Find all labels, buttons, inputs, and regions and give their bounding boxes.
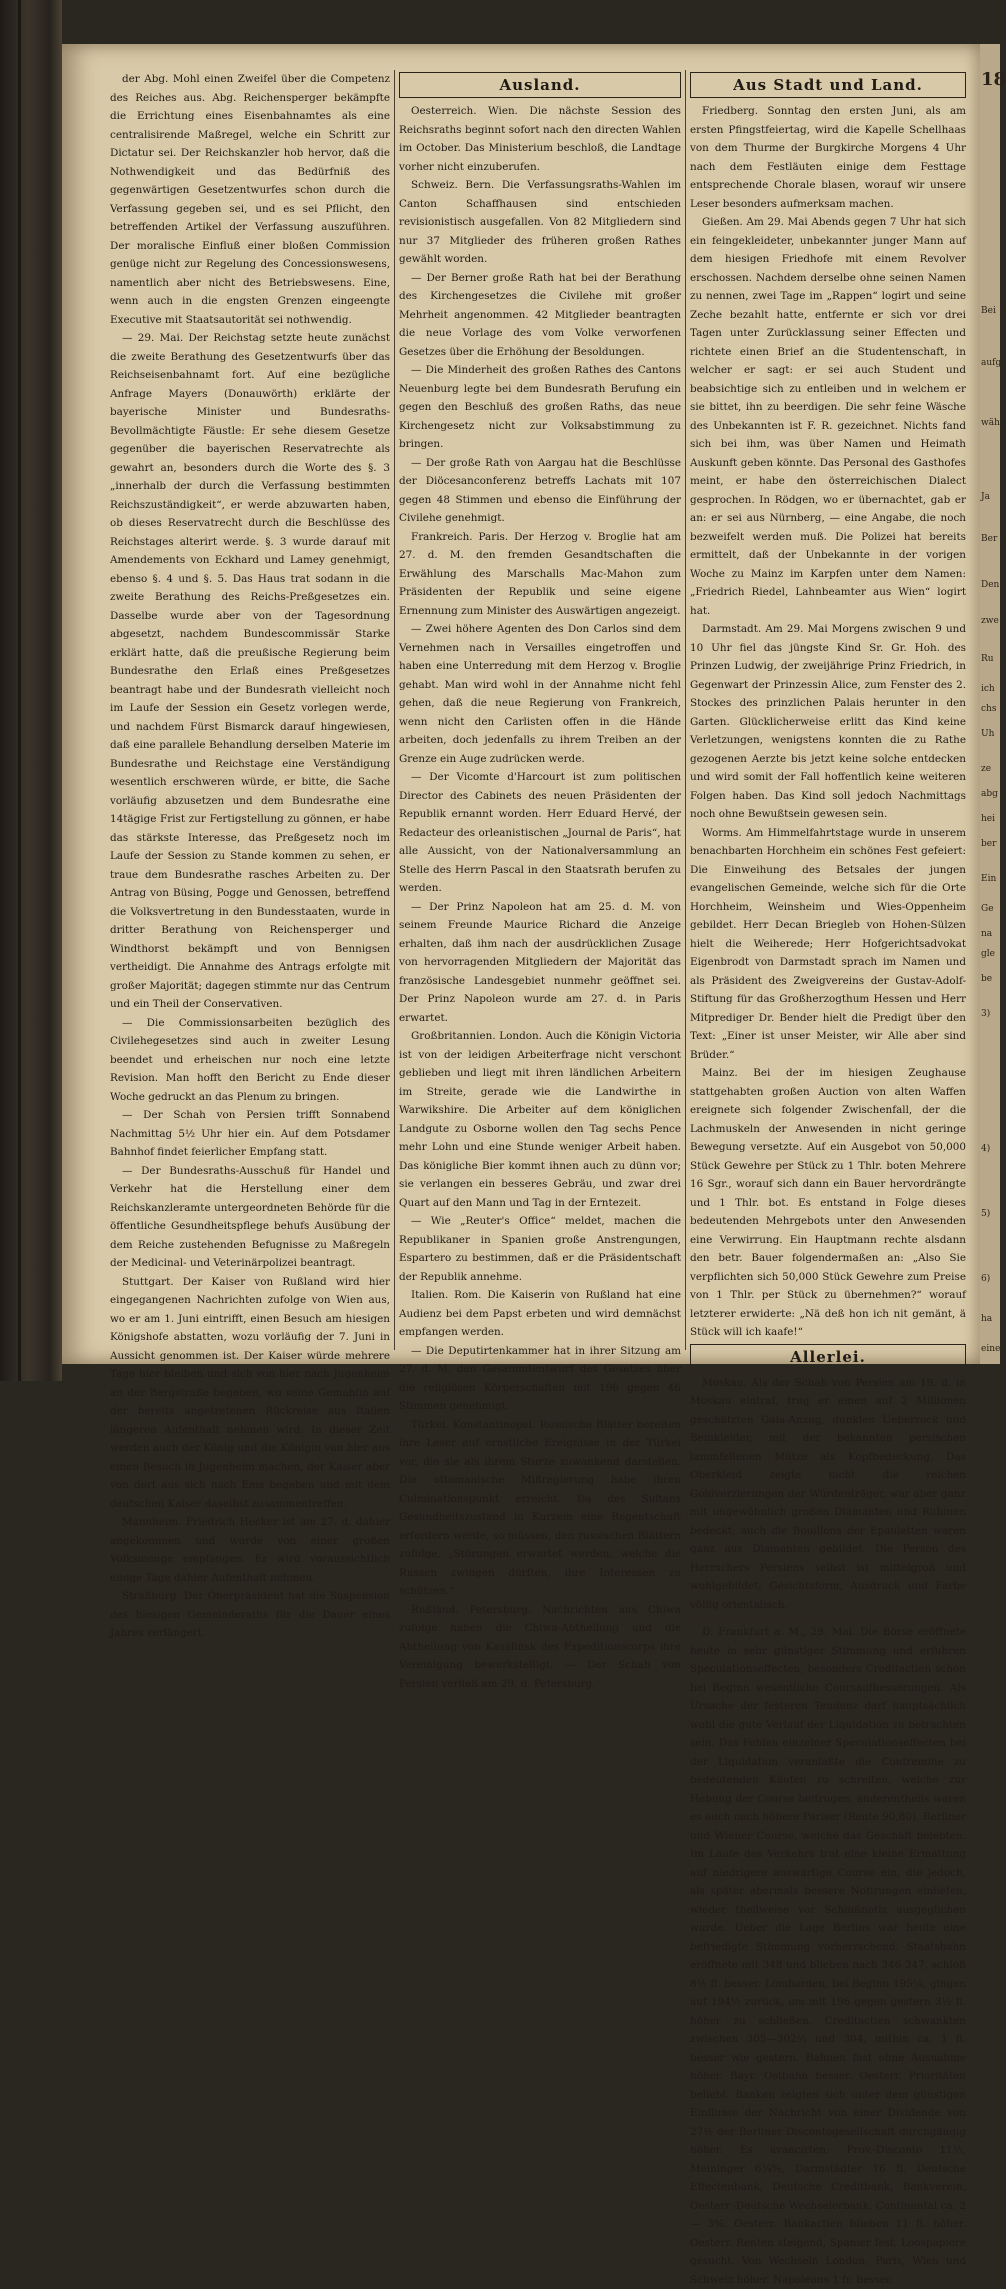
article-paragraph: der Abg. Mohl einen Zweifel über die Competenz des Reiches aus. Abg. Reichensperger bekämpfte die Errichtung eines Eisenbahnamtes als eine centralisirende Maßregel, welche ein Schritt zur Dictatur sei. Der Reichskanzler hob hervor, daß die Nothwendigkeit und das Bedürfniß des gegenwärtigen Gesetzentwurfes schon durch die Verfassung gegeben sei, und es sei Pflicht, den betreffenden Artikel der Verfassung auszuführen. Der moralische Einfluß einer bloßen Commission genüge nicht zur Regelung des Concessionswesens, namentlich aber nicht des Betriebswesens. Eine, wenn auch in die engsten Grenzen eingeengte Executive mit Staatsautorität sei nothwendig. [110,73,390,326]
book-spine [0,0,62,1381]
article-paragraph: Moskau. Als der Schah von Persien am 19. d. in Moskau eintraf, trug er einen auf 2 Millionen geschätzten Gala-Anzug, dunklen Ueberrock und Beinkleider, mit der bekannten persischen lammfellenen Mütze als Kopfbedeckung. Das Oberkleid zeigte nicht die reichen Goldverzierungen der Würdenträger, war aber ganz mit ungewöhnlich großen Diamanten und Rubinen bedeckt; auch die Bouillons der Epauletten waren ganz aus Diamanten gebildet. Die Person des Herrschers Persiens selbst ist mittelgroß und wohlgebildet; Gesichtsform, Ausdruck und Farbe völlig orientalisch. [690,1376,966,1611]
article-paragraph: Türkei. Konstantinopel. Russische Blätter bereiten ihre Leser auf ernstliche Ereignisse in der Türkei vor, die sie als ihrem Sturze zuwankend darstellen. Die ottomanische Mißregierung habe ihren Culminationspunkt erreicht. Da des Sultans Gesundheitszustand in Kurzem eine Regentschaft erfordern werde, so müssen, den russischen Blättern zufolge, „Störungen erwartet werden, welche die Russen zwingen dürften, ihre Interessen zu schützen.“ [399,1418,681,1597]
adjacent-page-fragment: Ru [981,654,994,664]
adjacent-page-fragment: aufg [981,358,1002,368]
adjacent-page-fragment: be [981,974,993,984]
section-heading-ausland: Ausland. [399,72,681,98]
adjacent-page-fragment: 5) [981,1209,991,1219]
article-paragraph: Friedberg. Sonntag den ersten Juni, als am ersten Pfingstfeiertag, wird die Kapelle Schellhaas von dem Thurme der Burgkirche Morgens 4 Uhr nach dem Festläuten einige dem Festtage entsprechende Chorale blasen, worauf wir unsere Leser besonders aufmerksam machen. [690,105,966,210]
adjacent-page-fragment: eine [981,1344,1001,1354]
article-paragraph: — Der Bundesraths-Ausschuß für Handel und Verkehr hat die Herstellung einer dem Reichskanzleramte untergeordneten Behörde für die öffentliche Gesundheitspflege behufs Ausübung der dem Reiche zustehenden Befugnisse zu Maßregeln der Medicinal- und Veterinärpolizei beantragt. [110,1164,390,1269]
adjacent-page-fragment: na [981,929,993,939]
section-heading-allerlei: Allerlei. [690,1344,966,1370]
adjacent-page-fragment: ze [981,764,992,774]
article-paragraph: — Der Schah von Persien trifft Sonnabend Nachmittag 5½ Uhr hier ein. Auf dem Potsdamer Bahnhof findet feierlicher Empfang statt. [110,1109,390,1158]
article-paragraph: Mannheim. Friedrich Hecker ist am 27. d. dahier angekommen und wurde von einer großen Volksmenge empfangen. Er wird voraussichtlich einige Tage dahier Aufenthalt nehmen. [110,1516,390,1584]
adjacent-page-fragment: ber [981,839,997,849]
article-paragraph: Darmstadt. Am 29. Mai Morgens zwischen 9 und 10 Uhr fiel das jüngste Kind Sr. Gr. Hoh. des Prinzen Ludwig, der zweijährige Prinz Friedrich, in Gegenwart der Prinzessin Alice, zum Fenster des 2. Stockes des prinzlichen Palais herunter in den Garten. Glücklicherweise erlitt das Kind keine Verletzungen, wenigstens konnten die zu Rathe gezogenen Aerzte bis jetzt keine solche entdecken und wird somit der Fall hoffentlich keine weiteren Folgen haben. Das Kind soll jedoch Nachmittags noch ohne Bewußtsein gewesen sein. [690,623,966,820]
article-paragraph: Großbritannien. London. Auch die Königin Victoria ist von der leidigen Arbeiterfrage nicht verschont geblieben und liegt mit ihren ländlichen Arbeitern im Streite, gerade wie die Landwirthe in Warwikshire. Die Arbeiter auf dem königlichen Landgute zu Osborne wollen den Tag sechs Pence mehr Lohn und eine Stunde weniger Arbeit haben. Das königliche Bier kommt ihnen auch zu dünn vor; sie verlangen ein besseres Gebräu, und zwar drei Quart auf den Mann und Tag in der Erntezeit. [399,1030,681,1209]
adjacent-page-fragment: 18 [981,69,1006,90]
adjacent-page-fragment: Uh [981,729,995,739]
adjacent-page-fragment: 3) [981,1009,991,1019]
col2-body [399,102,681,1693]
column-middle [399,70,681,1690]
col3-body2 [690,1374,966,1615]
adjacent-page-fragment: Den [981,580,1000,590]
article-paragraph: Worms. Am Himmelfahrtstage wurde in unserem benachbarten Horchheim ein schönes Fest gefeiert: Die Einweihung des Betsales der jungen evangelischen Gemeinde, welche sich für die Orte Horchheim, Weinsheim und Wies-Oppenheim gebildet. Herr Decan Briegleb von Hohen-Sülzen hielt die Weiherede; Herr Hofgerichtsadvokat Eigenbrodt von Darmstadt sprach im Namen und als Präsident des Zweigvereins der Gustav-Adolf-Stiftung für das Großherzogthum Hessen und Herr Mitprediger Dr. Bender hielt die Predigt über den Text: „Einer ist unser Meister, wir Alle aber sind Brüder.“ [690,826,966,1061]
article-paragraph: — Zwei höhere Agenten des Don Carlos sind dem Vernehmen nach in Versailles eingetroffen und haben eine Unterredung mit dem Herzog v. Broglie gehabt. Man wird wohl in der Annahme nicht fehl gehen, daß die neue Regierung von Frankreich, wenn nicht den Carlisten offen in die Hände arbeiten, doch jedenfalls zu ihrem Treiben an der Grenze ein Auge zudrücken werde. [399,623,681,765]
article-paragraph: Mainz. Bei der im hiesigen Zeughause stattgehabten großen Auction von alten Waffen ereignete sich folgender Zwischenfall, der die Lachmuskeln der Anwesenden in nicht geringe Bewegung versetzte. Auf ein Ausgebot von 50,000 Stück Gewehre per Stück zu 1 Thlr. boten Mehrere 16 Sgr., worauf sich dann ein Bauer hervordrängte und 1 Thlr. bot. Es entstand in Folge dieses bedeutenden Mehrgebots unter den Anwesenden eine Verwirrung. Ein Hauptmann rechte alsdann den betr. Bauer folgendermaßen an: „Also Sie verpflichten sich 50,000 Stück Gewehre zum Preise von 1 Thlr. per Stück zu übernehmen?“ worauf letzterer erwiderte: „Nä deß hon ich nit gemänt, ä Stück will ich kaafe!“ [690,1067,966,1338]
article-paragraph: — Die Deputirtenkammer hat in ihrer Sitzung am 27. d. M. den Gesammtentwurf des Gesetzes über die religiösen Körperschaften mit 196 gegen 46 Stimmen genehmigt. [399,1344,681,1412]
col3-body3 [690,1623,966,2289]
article-paragraph: — Der Vicomte d'Harcourt ist zum politischen Director des Cabinets des neuen Präsidenten der Republik ernannt worden. Herr Eduard Hervé, der Redacteur des orleanistischen „Journal de Paris“, hat alle Aussicht, von der Nationalversammlung an Stelle des Herrn Pascal in den Staatsrath berufen zu werden. [399,771,681,894]
article-paragraph: — Die Minderheit des großen Rathes des Cantons Neuenburg legte bei dem Bundesrath Berufung ein gegen den Beschluß des großen Raths, das neue Kirchengesetz nicht zur Volksabstimmung zu bringen. [399,364,681,450]
article-paragraph: Schweiz. Bern. Die Verfassungsraths-Wahlen im Canton Schaffhausen sind entschieden revisionistisch ausgefallen. Von 82 Mitgliedern sind nur 37 Mitglieder des früheren großen Rathes gewählt worden. [399,179,681,265]
article-paragraph: — Wie „Reuter's Office“ meldet, machen die Republikaner in Spanien große Anstrengungen, Espartero zu bestimmen, daß er die Präsidentschaft der Republik annehme. [399,1215,681,1283]
column-right [690,70,966,2286]
adjacent-page-fragment: ha [981,1314,993,1324]
adjacent-page-fragment: hei [981,814,996,824]
adjacent-page-fragment: 4) [981,1144,991,1154]
adjacent-page-fragment: wäh [981,418,1000,428]
article-paragraph: — Der Prinz Napoleon hat am 25. d. M. von seinem Freunde Maurice Richard die Anzeige erhalten, daß ihm nach der ausdrücklichen Zusage von hervorragenden Mitgliedern der Majorität das französische Landesgebiet nunmehr geöffnet sei. Der Prinz Napoleon wurde am 27. d. in Paris erwartet. [399,900,681,1024]
article-paragraph: Stuttgart. Der Kaiser von Rußland wird hier eingegangenen Nachrichten zufolge von Wien aus, wo er am 1. Juni eintrifft, einen Besuch am hiesigen Königshofe abstatten, wozu vorläufig der 7. Juni in Aussicht genommen ist. Der Kaiser würde mehrere Tage hier bleiben und sich von hier nach Jugenheim an der Bergstraße begeben, wo seine Gemahlin auf der bereits angetretenen Rückreise aus Italien längeren Aufenthalt nehmen wird. In dieser Zeit werden auch der König und die Königin von hier aus einen Besuch in Jugenheim machen, der Kaiser aber von dort aus sich nach Ems begeben und mit dem deutschen Kaiser daselbst zusammentreffen. [110,1275,390,1510]
article-paragraph: D. Frankfurt a. M., 29. Mai. Die Börse eröffnete heute in sehr günstiger Stimmung und erfuhren Speculationseffecten, besonders Creditactien schon bei Beginn wesentliche Coursaufbesserungen. Als Ursache der festeren Tendenz darf hauptsächlich wohl die gute Verlauf der Liquidation zu betrachten sein. Das Fehlen einzelner Speculationseffecten bei der Liquidation veranlaßte die Contremine zu bedeutenden Käufen zu schreiten, welche zur Hebung der Course beitrugen, anderentheils waren es auch nach höhere Pariser (Rente 90,80), Berliner und Wiener Course, welche das Geschäft belebten. Im Laufe des Verkehrs trat eine kleine Ermattung auf niedrigere auswärtige Course ein, die jedoch, als später abermals bessere Notirungen einliefen, wieder theilweise vor Schlußnotiz ausgeglichen wurde. Ueber die Lage Berlins war heute eine befriedigte Stimmung vorherrschend. Staatsbahn eröffnete mit 348 und blieben nach 346 347, schloß 8½ fl. besser. Lombarden, bei Beginn 195¼, gingen auf 194½ zurück, um mit 196 gegen gestern 3½ fl. höher zu schließen. Creditactien schwankten zwischen 305—302½ und 304, mithin ca. 1 fl. besser wie gestern. Bahnen fast ohne Ausnahme höher. Bayr. Ostbahn besser. Oesterr. Prioritäten beliebt. Banken zeigten sich unter dem günstigen Einflusse der Nachricht von einer Dividende von 27½ der Berliner Discontogesellschaft durchgängig höher. Es avancirten: Prov.-Disconto 11½, Meininger 6¾%, Darmstädter 16 fl. Deutsche Effectenbank, Deutsche Creditbank, Bankverein, Oesterr.-Deutsche Wechselerbank, Continental ca. 2 — 3%. Oesterr. Bankactien blieben 11 fl. höher. Oesterr. Renten steigend, Spanier fest. Loospapiere gesucht. Von Wechseln London, Paris, Wien und Schweiz höher. Napoleons 1 fr. besser. [690,1626,966,2286]
article-paragraph: — Die Commissionsarbeiten bezüglich des Civilehegesetzes sind auch in zweiter Lesung beendet und erheischen nur noch eine letzte Revision. Man hofft den Bericht zu Ende dieser Woche gedruckt an das Plenum zu bringen. [110,1016,390,1103]
adjacent-page-fragment: Ja [981,492,990,502]
article-paragraph: — Der Berner große Rath hat bei der Berathung des Kirchengesetzes die Civilehe mit großer Mehrheit angenommen. 42 Mitglieder beantragten die neue Vorlage des vom Volke verworfenen Gesetzes über die Erhöhung der Besoldungen. [399,271,681,358]
article-paragraph: Gießen. Am 29. Mai Abends gegen 7 Uhr hat sich ein feingekleideter, unbekannter junger Mann auf dem hiesigen Friedhofe mit einem Revolver erschossen. Nachdem derselbe ohne seinen Namen zu nennen, zwei Tage im „Rappen“ logirt und seine Zeche bezahlt hatte, entfernte er sich vor drei Tagen unter Zurücklassung seiner Effecten und richtete einen Brief an die Studentenschaft, in welcher er sagt: er sei auch Student und beabsichtige sich zu entleiben und in welchem er sie bittet, ihn zu beerdigen. Die sehr feine Wäsche des Unbekannten ist F. R. gezeichnet. Nichts fand sich bei ihm, was über Namen und Heimath Auskunft geben könnte. Das Personal des Gasthofes meint, er habe den österreichischen Dialect gesprochen. In Rödgen, wo er übernachtet, gab er an: er sei aus Nürnberg, — eine Angabe, die noch bezweifelt werden muß. Die Polizei hat bereits ermittelt, daß der Unbekannte in der vorigen Woche zu Mainz im Karpfen unter dem Namen: „Friedrich Riedel, Lahnbeamter aus Wien“ logirt hat. [690,216,966,617]
newspaper-page [62,44,980,2286]
adjacent-page-fragment: Ber [981,534,998,544]
adjacent-page-fragment: abg [981,789,998,799]
article-paragraph: — Der große Rath von Aargau hat die Beschlüsse der Diöcesanconferenz betreffs Lachats mit 107 gegen 48 Stimmen und ebenso die Einführung der Civilehe genehmigt. [399,456,681,524]
section-heading-aus-stadt-und-land: Aus Stadt und Land. [690,72,966,98]
section-divider [690,1618,966,1619]
adjacent-page-fragment: ich [981,684,995,694]
col3-body [690,102,966,1342]
article-paragraph: Frankreich. Paris. Der Herzog v. Broglie hat am 27. d. M. den fremden Gesandtschaften die Erwählung des Marschalls Mac-Mahon zum Präsidenten der Republik und seine eigene Ernennung zum Minister des Auswärtigen angezeigt. [399,530,681,617]
article-paragraph: — 29. Mai. Der Reichstag setzte heute zunächst die zweite Berathung des Gesetzentwurfs über das Reichseisenbahnamt fort. Auf eine bezügliche Anfrage Mayers (Donauwörth) erklärte der bayerische Minister und Bundesraths-Bevollmächtigte Fäustle: Er sehe diesem Gesetze gegenüber die bayerischen Reservatrechte als gewahrt an, besonders durch die Worte des §. 3 „innerhalb der durch die Verfassung bestimmten Reichszuständigkeit“, er werde abzuwarten haben, ob dieses Reservatrecht durch die Beschlüsse des Reichstages alterirt werde. §. 3 wurde darauf mit Amendements von Eckhard und Lamey genehmigt, ebenso §. 4 und §. 5. Das Haus trat sodann in die zweite Berathung des Reichs-Preßgesetzes ein. Dasselbe wurde aber von der Tagesordnung abgesetzt, nachdem Bundescommissär Starke erklärt hatte, daß die preußische Regierung beim Bundesrathe den Erlaß eines Preßgesetzes beantragt habe und der Bundesrath vielleicht noch im Laufe der Session ein Gesetz vorlegen werde, und nachdem Fürst Bismarck darauf hingewiesen, daß eine parallele Behandlung derselben Materie im Bundesrathe und Reichstage eine Verständigung wesentlich erschweren würde, er bitte, die Sache vorläufig abzusetzen und dem Bundesrathe eine 14tägige Frist zur Fertigstellung zu gönnen, er habe das stärkste Interesse, das Preßgesetz noch im Laufe der Session zu Stande kommen zu sehen, er traue dem Bundesrathe rasches Arbeiten zu. Der Antrag von Büsing, Pogge und Genossen, betreffend die Volksvertretung in den Bundesstaaten, wurde in dritter Berathung von Reichensperger und Windthorst bekämpft und von Bennigsen vertheidigt. Die Annahme des Antrags erfolgte mit großer Majorität; dagegen stimmte nur das Centrum und ein Theil der Conservativen. [110,332,390,1010]
column-left [110,70,390,1639]
adjacent-page-fragment: Bei [981,306,996,316]
adjacent-page-fragment: chs [981,704,997,714]
article-paragraph: Italien. Rom. Die Kaiserin von Rußland hat eine Audienz bei dem Papst erbeten und wird demnächst empfangen werden. [399,1289,681,1338]
next-page-edge [980,44,1006,1364]
article-paragraph: Oesterreich. Wien. Die nächste Session des Reichsraths beginnt sofort nach den directen Wahlen im October. Das Ministerium beschloß, die Landtage vorher nicht einzuberufen. [399,105,681,173]
article-paragraph: Rußland. Petersburg. Nachrichten aus Chiwa zufolge haben die Chiwa-Abtheilung und die Abtheilung von Kasalinsk des Expeditionscorps ihre Vereinigung bewerkstelligt. — Der Schah von Persien verließ am 29. d. Petersburg. [399,1603,681,1690]
adjacent-page-fragment: Ein [981,874,997,884]
adjacent-page-fragment: gle [981,949,995,959]
adjacent-page-fragment: 6) [981,1274,991,1284]
article-paragraph: Straßburg. Der Oberpräsident hat die Suspension des hiesigen Gemeinderaths für die Dauer eines Jahres verlängert. [110,1590,390,1639]
column-rule [685,70,686,1350]
adjacent-page-fragment: zwe [981,616,999,626]
column-rule [394,70,395,1350]
adjacent-page-fragment: Ge [981,904,994,914]
